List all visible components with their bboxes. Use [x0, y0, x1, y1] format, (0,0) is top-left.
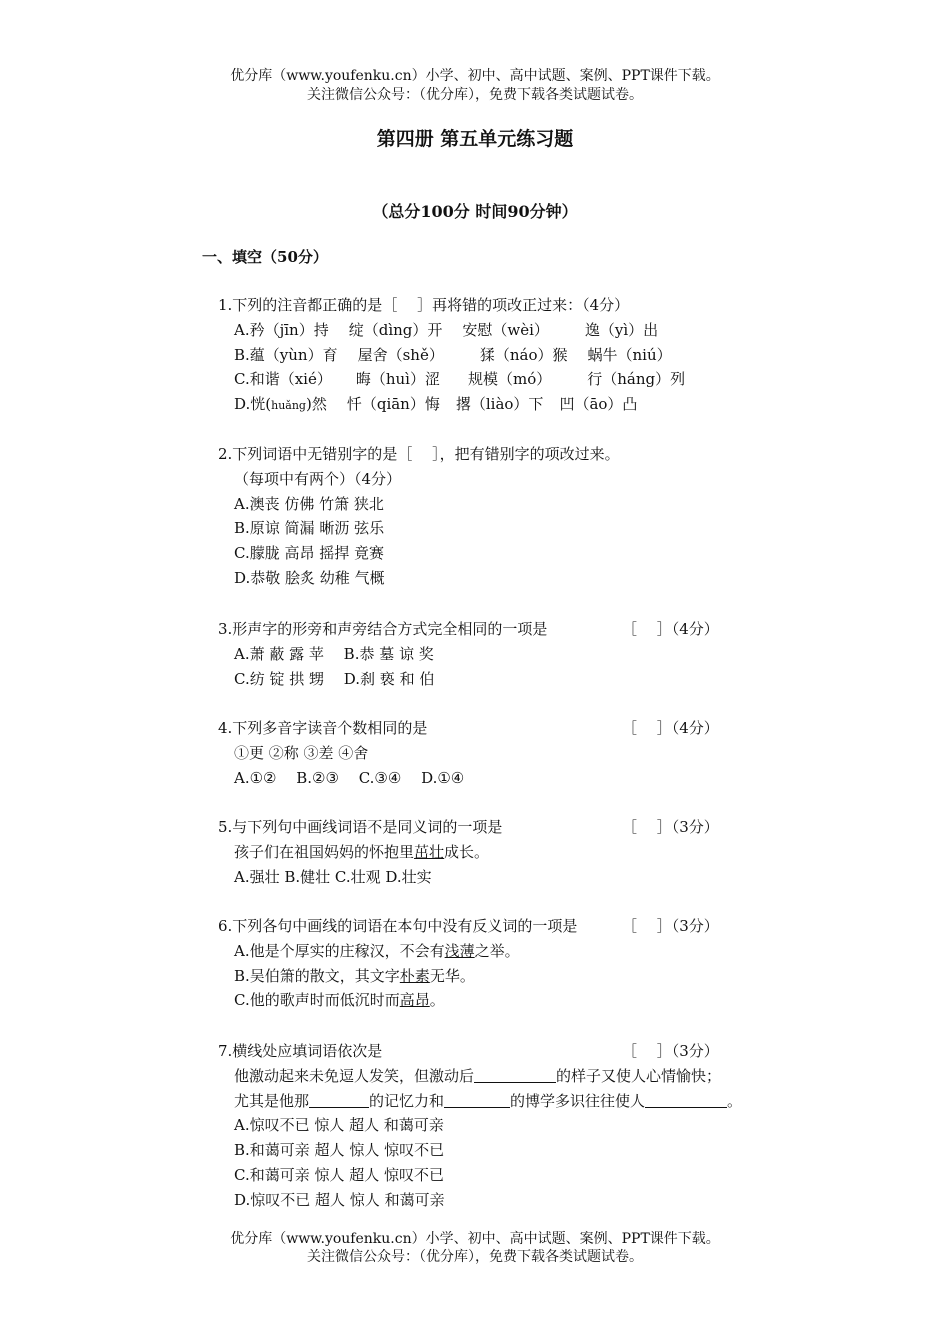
- question-3-option-ab: A.萧 蔽 露 苹 B.恭 墓 谅 奖: [234, 644, 434, 663]
- fill-blank: [474, 1066, 556, 1083]
- question-4-answer-bracket: ［ ］（4分）: [622, 719, 719, 737]
- fill-blank: [645, 1091, 727, 1108]
- underlined-word: 茁壮: [414, 842, 445, 861]
- question-6: [218, 914, 818, 1013]
- page-subtitle: （总分100分 时间90分钟）: [372, 202, 578, 221]
- question-2-option-d: D.恭敬 脍炙 幼稚 气概: [234, 568, 385, 587]
- header-line-2: 关注微信公众号：（优分库），免费下载各类试题试卷。: [307, 87, 643, 103]
- question-1-stem: 1.下列的注音都正确的是［ ］再将错的项改正过来：（4分）: [218, 296, 630, 314]
- question-5-options: A.强壮 B.健壮 C.壮观 D.壮实: [234, 867, 432, 886]
- header-line-1: 优分库（www.youfenku.cn）小学、初中、高中试题、案例、PPT课件下载。: [230, 68, 720, 84]
- question-7-sentence-1: 他激动起来未免逗人发笑，但激动后 的样子又使人心情愉快；: [234, 1066, 722, 1085]
- question-1-option-c: C.和谐（xié） 晦（huì）涩 规模（mó） 行（háng）列: [234, 370, 686, 389]
- question-3-answer-bracket: ［ ］（4分）: [622, 620, 719, 638]
- underlined-word: 浅薄: [444, 941, 475, 960]
- question-5: [218, 815, 818, 889]
- question-6-answer-bracket: ［ ］（3分）: [622, 917, 719, 935]
- footer-line-1: 优分库（www.youfenku.cn）小学、初中、高中试题、案例、PPT课件下载。: [230, 1231, 720, 1247]
- fill-blank: [309, 1091, 369, 1108]
- question-7-option-b: B.和蔼可亲 超人 惊人 惊叹不已: [234, 1141, 445, 1160]
- question-2-option-c: C.朦胧 高昂 摇捍 竟赛: [234, 544, 385, 563]
- question-4-stem: 4.下列多音字读音个数相同的是: [218, 719, 428, 737]
- question-5-stem: 5.与下列句中画线词语不是同义词的一项是: [218, 818, 503, 836]
- page-title: 第四册 第五单元练习题: [376, 128, 574, 150]
- question-6-stem: 6.下列各句中画线的词语在本句中没有反义词的一项是: [218, 917, 578, 935]
- question-7-answer-bracket: ［ ］（3分）: [622, 1042, 719, 1060]
- question-3: [218, 617, 818, 691]
- question-6-option-a: A.他是个厚实的庄稼汉，不会有浅薄之举。: [234, 941, 520, 960]
- section-heading: 一、填空（50分）: [202, 248, 328, 266]
- underlined-word: 高昂: [399, 991, 430, 1010]
- question-5-answer-bracket: ［ ］（3分）: [622, 818, 719, 836]
- question-6-option-c: C.他的歌声时而低沉时而高昂。: [234, 991, 445, 1010]
- question-4: [218, 716, 818, 790]
- question-5-sentence: 孩子们在祖国妈妈的怀抱里茁壮成长。: [234, 842, 490, 861]
- question-7-option-a: A.惊叹不已 惊人 超人 和蔼可亲: [234, 1116, 444, 1135]
- question-7: [218, 1039, 818, 1213]
- question-7-sentence-2: 尤其是他那 的记忆力和 的博学多识往往使人 。: [234, 1091, 743, 1110]
- question-1-option-d: D.恍(huǎng)然 忏（qiān）悔 撂（liào）下 凹（āo）凸: [234, 395, 638, 414]
- question-2-option-b: B.原谅 简漏 晰沥 弦乐: [234, 519, 385, 538]
- fill-blank: [444, 1091, 510, 1108]
- question-7-option-d: D.惊叹不已 超人 惊人 和蔼可亲: [234, 1190, 445, 1209]
- question-1-option-a: A.矜（jīn）持 绽（dìng）开 安慰（wèi） 逸（yì）出: [234, 320, 659, 339]
- question-4-items: ①更 ②称 ③差 ④舍: [234, 743, 369, 762]
- question-1-option-b: B.蕴（yùn）育 屋舍（shě） 猱（náo）猴 蜗牛（niú）: [234, 345, 672, 364]
- question-4-options: A.①② B.②③ C.③④ D.①④: [234, 768, 465, 787]
- question-7-stem: 7.横线处应填词语依次是: [218, 1042, 383, 1060]
- question-2-stem: 2.下列词语中无错别字的是［ ］，把有错别字的项改过来。: [218, 445, 620, 463]
- question-2: [218, 442, 818, 591]
- question-2-note: （每项中有两个）（4分）: [234, 469, 402, 488]
- question-7-option-c: C.和蔼可亲 惊人 超人 惊叹不已: [234, 1165, 445, 1184]
- footer-line-2: 关注微信公众号：（优分库），免费下载各类试题试卷。: [307, 1249, 643, 1265]
- question-6-option-b: B.吴伯箫的散文，其文字朴素无华。: [234, 966, 475, 985]
- underlined-word: 朴素: [399, 966, 430, 985]
- question-1: [218, 293, 818, 417]
- question-2-option-a: A.澳丧 仿佛 竹箫 狭北: [234, 494, 384, 513]
- question-3-option-cd: C.纺 锭 拱 甥 D.刹 亵 和 伯: [234, 669, 435, 688]
- question-3-stem: 3.形声字的形旁和声旁结合方式完全相同的一项是: [218, 620, 548, 638]
